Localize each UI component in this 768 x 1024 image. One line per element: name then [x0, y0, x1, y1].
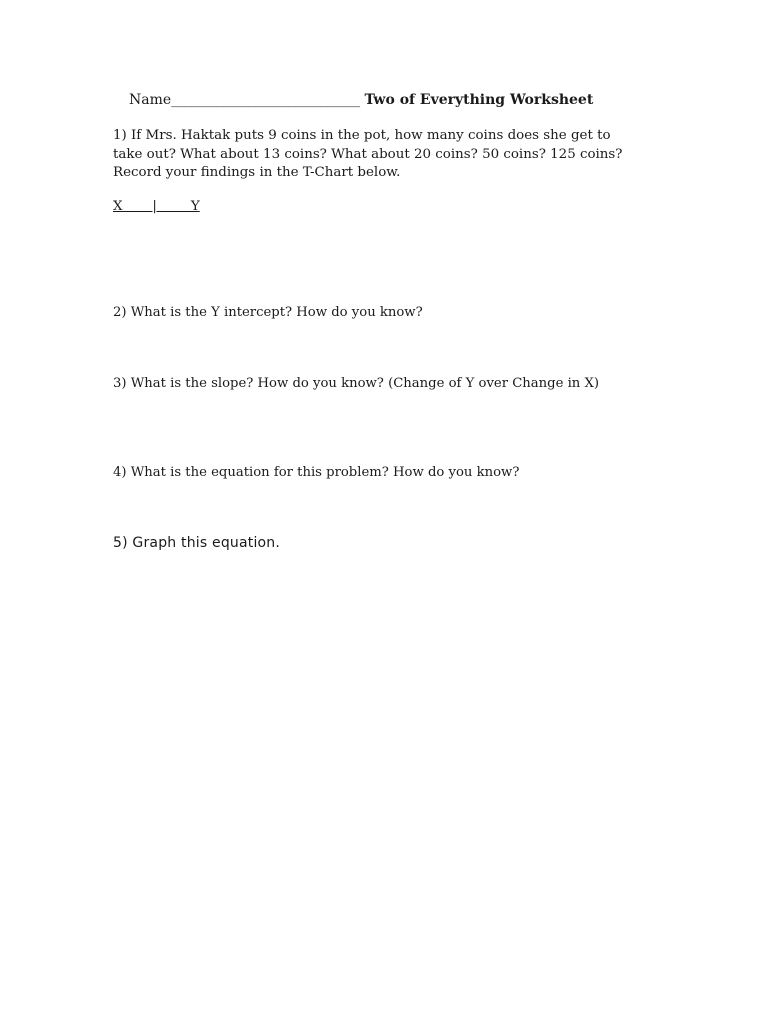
question-2: 2) What is the Y intercept? How do you know? — [113, 305, 423, 320]
name-blank-line: _____________________________ — [171, 92, 360, 108]
t-chart-header: X | Y — [113, 199, 200, 214]
worksheet-header — [129, 92, 649, 108]
name-label: Name — [129, 92, 172, 108]
question-4: 4) What is the equation for this problem? How do you know? — [113, 465, 520, 480]
question-1: 1) If Mrs. Haktak puts 9 coins in the pot, how many coins does she get to take out? What about 13 coins? What about 20 coins? 50 coins? 125 coins? Record your findings in the T-Chart below. — [113, 128, 623, 180]
worksheet-title: Two of Everything Worksheet — [359, 92, 594, 108]
question-3: 3) What is the slope? How do you know? (Change of Y over Change in X) — [113, 376, 600, 391]
question-5: 5) Graph this equation. — [113, 535, 281, 551]
